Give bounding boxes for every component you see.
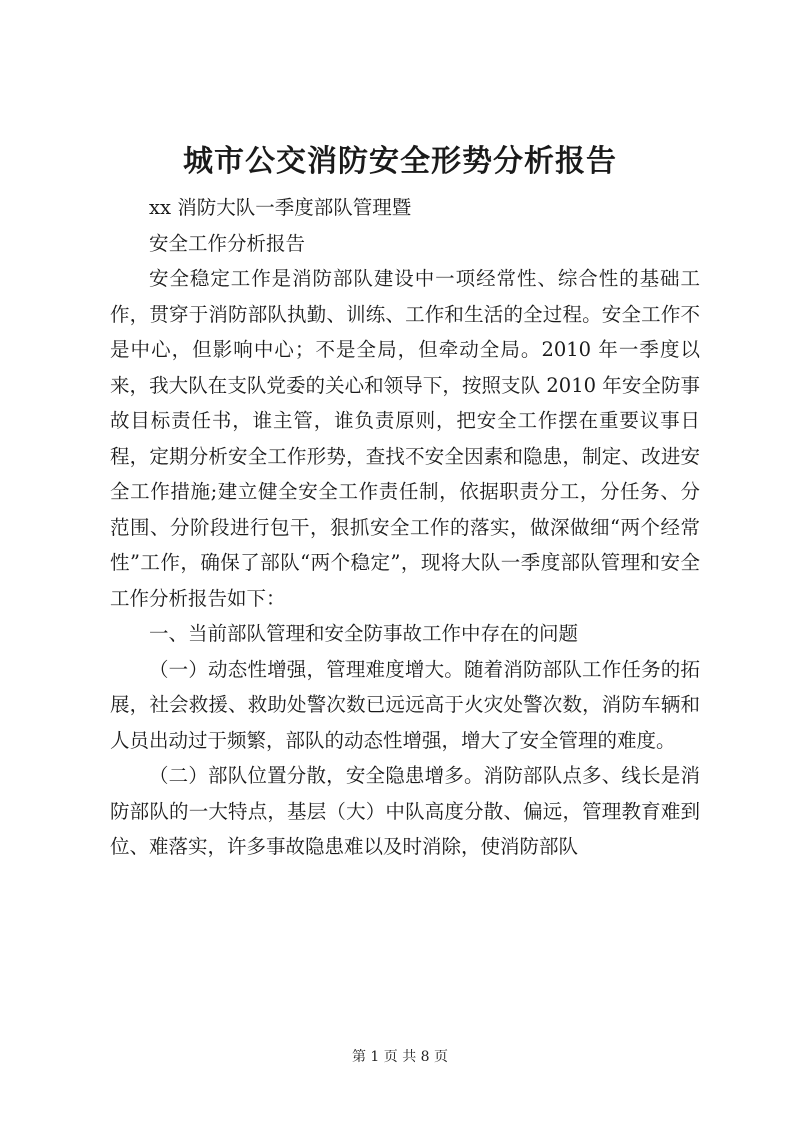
subtitle-line-1: xx 消防大队一季度部队管理暨 xyxy=(149,196,412,219)
paragraph-item-2: （二）部队位置分散，安全隐患增多。消防部队点多、线长是消防部队的一大特点，基层（大）中队高度分散、偏远，管理教育难到位、难落实，许多事故隐患难以及时消除，使消防部队 xyxy=(110,764,700,858)
paragraph-item-1: （一）动态性增强，管理难度增大。随着消防部队工作任务的拓展，社会救援、救助处警次数已远远高于火灾处警次数，消防车辆和人员出动过于频繁，部队的动态性增强，增大了安全管理的难度。 xyxy=(110,657,700,752)
document-title: 城市公交消防安全形势分析报告 xyxy=(183,144,617,179)
paragraph-intro: 安全稳定工作是消防部队建设中一项经常性、综合性的基础工作，贯穿于消防部队执勤、训练、工作和生活的全过程。安全工作不是中心，但影响中心；不是全局，但牵动全局。2010 年一季度以来，我大队在支队党委的关心和领导下，按照支队 2010 年安全防事故目标责任书，谁主管，谁负责原则，把安全工作摆在重要议事日程，定期分析安全工作形势，查找不安全因素和隐患，制定、改进安全工作措施;建立健全安全工作责任制，依据职责分工，分任务、分范围、分阶段进行包干，狠抓安全工作的落实，做深做细“两个经常性”工作，确保了部队“两个稳定”，现将大队一季度部队管理和安全工作分析报告如下： xyxy=(110,267,700,610)
document-body xyxy=(110,190,700,865)
section-heading-1: 一、当前部队管理和安全防事故工作中存在的问题 xyxy=(149,622,579,645)
page-footer: 第 1 页 共 8 页 xyxy=(351,1049,449,1065)
subtitle-line-2: 安全工作分析报告 xyxy=(149,231,306,255)
